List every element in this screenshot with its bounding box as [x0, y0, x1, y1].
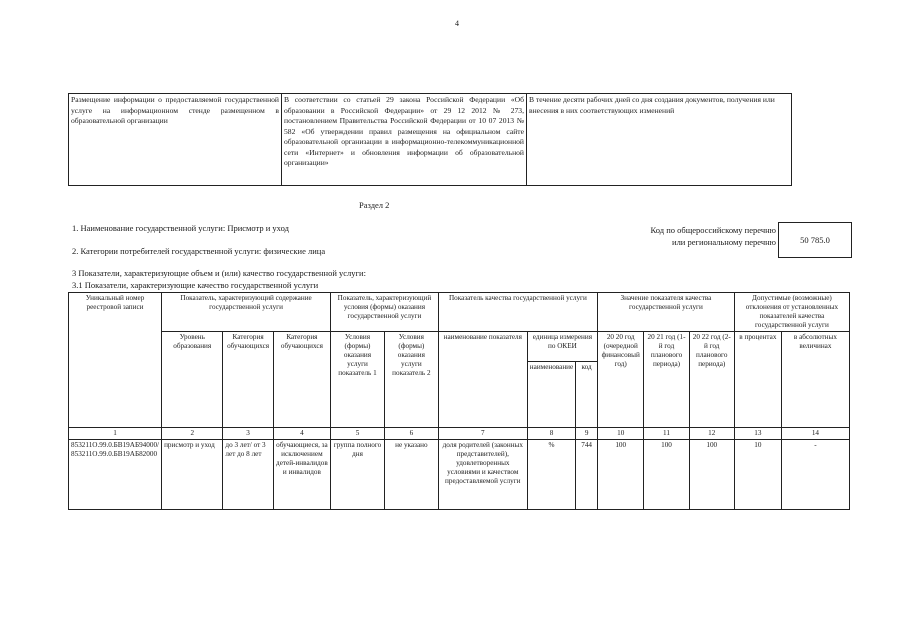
- hdr-unit-code: код: [576, 362, 598, 428]
- row-level: присмотр и уход: [162, 440, 223, 510]
- row-unit: %: [527, 440, 575, 510]
- row-students: обучающиеся, за исключением детей-инвалидов и инвалидов: [273, 440, 330, 510]
- code-label: Код по общероссийскому перечню или региональному перечню: [650, 225, 776, 247]
- hdr-y1: 20 20 год (очередной финансовый год): [598, 332, 644, 428]
- col-number: 14: [781, 428, 849, 440]
- row-abs: -: [781, 440, 849, 510]
- col-number: 4: [273, 428, 330, 440]
- hdr-cond2: Условия (формы) оказания услуги показатель 2: [384, 332, 438, 428]
- section-title: Раздел 2: [359, 200, 390, 210]
- top-table: [68, 93, 792, 186]
- hdr-deviation: Допустимые (возможные) отклонения от установленных показателей качества государственной услуги: [734, 293, 849, 332]
- col-number: 3: [223, 428, 273, 440]
- row-v2: 100: [644, 440, 689, 510]
- top-table-col3: В течение десяти рабочих дней со дня создания документов, получения или внесения в них соответствующих изменений: [527, 94, 792, 186]
- row-cond1: группа полного дня: [331, 440, 385, 510]
- col-number: 8: [527, 428, 575, 440]
- col-number: 10: [598, 428, 644, 440]
- row-unique: 853211О.99.0.БВ19АБ94000/ 853211О.99.0.БВ19АБ82000: [69, 440, 162, 510]
- hdr-conditions: Показатель, характеризующий условия (формы) оказания государственной услуги: [331, 293, 439, 332]
- consumer-categories: 2. Категории потребителей государственной услуги: физические лица: [72, 246, 326, 256]
- col-number: 1: [69, 428, 162, 440]
- row-indicator: доля родителей (законных представителей), удовлетворенных условиями и качеством предоставляемой услуги: [438, 440, 527, 510]
- page-number: 4: [455, 19, 459, 28]
- hdr-value: Значение показателя качества государственной услуги: [598, 293, 735, 332]
- hdr-cat-stud: Категория обучающихся: [273, 332, 330, 428]
- hdr-cond1: Условия (формы) оказания услуги показатель 1: [331, 332, 385, 428]
- quality-table: [68, 292, 850, 510]
- row-code: 744: [576, 440, 598, 510]
- hdr-content: Показатель, характеризующий содержание государственной услуги: [162, 293, 331, 332]
- col-number: 7: [438, 428, 527, 440]
- col-number: 11: [644, 428, 689, 440]
- row-v3: 100: [689, 440, 734, 510]
- hdr-y2: 20 21 год (1-й год планового периода): [644, 332, 689, 428]
- row-category: до 3 лет/ от 3 лет до 8 лет: [223, 440, 273, 510]
- col-number: 5: [331, 428, 385, 440]
- hdr-cat-edu: Категория обучающихся: [223, 332, 273, 428]
- hdr-quality: Показатель качества государственной услуги: [438, 293, 597, 332]
- col-number: 6: [384, 428, 438, 440]
- quality-heading: 3.1 Показатели, характеризующие качество государственной услуги: [72, 280, 319, 290]
- col-number: 9: [576, 428, 598, 440]
- service-name: 1. Наименование государственной услуги: Присмотр и уход: [72, 223, 289, 233]
- hdr-unit: единица измерения по ОКЕИ: [527, 332, 597, 362]
- hdr-unit-name: наименование: [527, 362, 575, 428]
- row-v1: 100: [598, 440, 644, 510]
- indicators-heading: 3 Показатели, характеризующие объем и (или) качество государственной услуги:: [72, 268, 366, 278]
- col-number: 2: [162, 428, 223, 440]
- top-table-col2: В соответствии со статьей 29 закона Российской Федерации «Об образовании в Российской Федерации» от 29 12 2012 № 273, постановлением Правительства Российской Федерации от 10 07 2013 № 582 «Об утверждении правил размещения на официальном сайте образовательной организации в информационно-телекоммуникационной сети «Интернет» и обновления информации об образовательной организации»: [282, 94, 527, 186]
- top-table-col1: Размещение информации о предоставляемой государственной услуге на информационном стенде размещенном в образовательной организации: [69, 94, 282, 186]
- col-number: 13: [734, 428, 781, 440]
- row-pct: 10: [734, 440, 781, 510]
- code-value: 50 785.0: [778, 222, 852, 258]
- hdr-ind-name: наименование показателя: [438, 332, 527, 428]
- row-cond2: не указано: [384, 440, 438, 510]
- hdr-level: Уровень образования: [162, 332, 223, 428]
- hdr-abs: в абсолютных величинах: [781, 332, 849, 428]
- hdr-pct: в процентах: [734, 332, 781, 428]
- hdr-unique: Уникальный номер реестровой записи: [69, 293, 162, 428]
- col-number: 12: [689, 428, 734, 440]
- hdr-y3: 20 22 год (2-й год планового периода): [689, 332, 734, 428]
